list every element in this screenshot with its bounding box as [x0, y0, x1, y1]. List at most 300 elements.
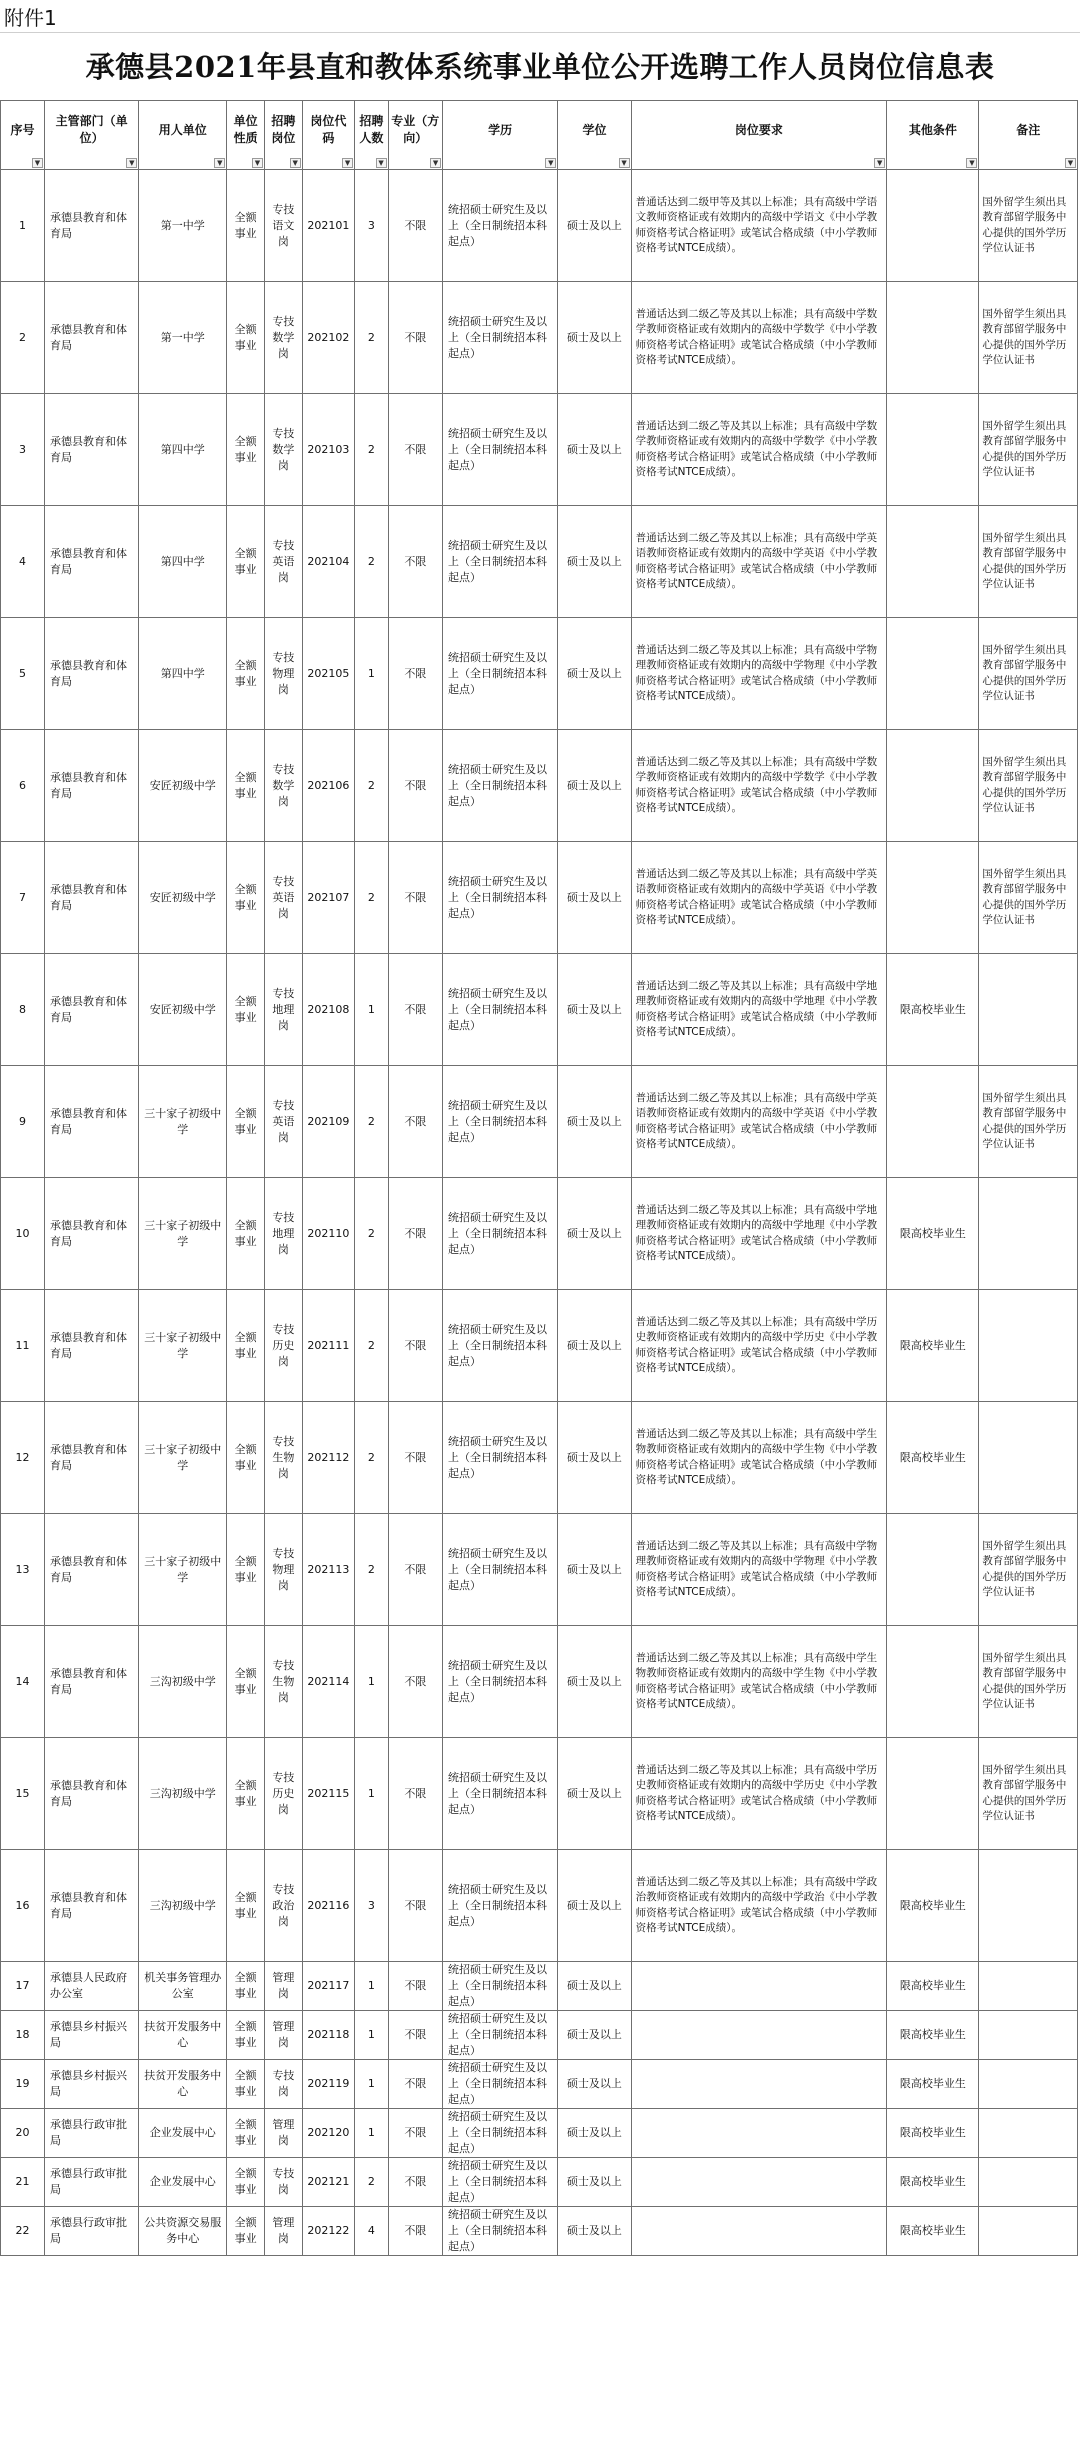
- cell-post[interactable]: 管理岗: [264, 2011, 302, 2060]
- cell-dept[interactable]: 承德县教育和体育局: [45, 1066, 139, 1178]
- cell-requirements[interactable]: 普通话达到二级乙等及其以上标准；具有高级中学历史教师资格证或有效期内的高级中学历史《中小学教师资格考试合格证明》或笔试合格成绩（中小学教师资格考试NTCE成绩）。: [631, 1738, 887, 1850]
- header-row: [1, 101, 1078, 170]
- cell-major[interactable]: 不限: [388, 1290, 442, 1402]
- cell-major[interactable]: 不限: [388, 506, 442, 618]
- cell-post[interactable]: 管理岗: [264, 1962, 302, 2011]
- cell-post[interactable]: 专技物理岗: [264, 1514, 302, 1626]
- cell-unit[interactable]: 企业发展中心: [139, 2158, 227, 2207]
- cell-requirements[interactable]: 普通话达到二级乙等及其以上标准；具有高级中学英语教师资格证或有效期内的高级中学英语《中小学教师资格考试合格证明》或笔试合格成绩（中小学教师资格考试NTCE成绩）。: [631, 1066, 887, 1178]
- cell-note[interactable]: 国外留学生须出具教育部留学服务中心提供的国外学历学位认证书: [979, 1514, 1078, 1626]
- cell-major[interactable]: 不限: [388, 1850, 442, 1962]
- cell-count[interactable]: 1: [355, 2011, 389, 2060]
- cell-nature[interactable]: 全额事业: [227, 170, 265, 282]
- cell-nature[interactable]: 全额事业: [227, 394, 265, 506]
- cell-major[interactable]: 不限: [388, 2011, 442, 2060]
- cell-nature[interactable]: 全额事业: [227, 1290, 265, 1402]
- cell-major[interactable]: 不限: [388, 1962, 442, 2011]
- cell-nature[interactable]: 全额事业: [227, 1850, 265, 1962]
- cell-other[interactable]: 限高校毕业生: [887, 1850, 979, 1962]
- cell-degree[interactable]: 硕士及以上: [558, 2158, 631, 2207]
- cell-requirements[interactable]: 普通话达到二级乙等及其以上标准；具有高级中学物理教师资格证或有效期内的高级中学物理《中小学教师资格考试合格证明》或笔试合格成绩（中小学教师资格考试NTCE成绩）。: [631, 1514, 887, 1626]
- filter-dropdown-icon[interactable]: ▼: [32, 158, 43, 168]
- cell-edu[interactable]: 统招硕士研究生及以上（全日制统招本科起点）: [443, 2109, 558, 2158]
- cell-requirements[interactable]: [631, 2060, 887, 2109]
- cell-note[interactable]: 国外留学生须出具教育部留学服务中心提供的国外学历学位认证书: [979, 618, 1078, 730]
- cell-requirements[interactable]: 普通话达到二级乙等及其以上标准；具有高级中学生物教师资格证或有效期内的高级中学生物《中小学教师资格考试合格证明》或笔试合格成绩（中小学教师资格考试NTCE成绩）。: [631, 1626, 887, 1738]
- cell-degree[interactable]: 硕士及以上: [558, 954, 631, 1066]
- cell-code[interactable]: 202118: [302, 2011, 354, 2060]
- filter-dropdown-icon[interactable]: ▼: [430, 158, 441, 168]
- cell-dept[interactable]: 承德县教育和体育局: [45, 730, 139, 842]
- cell-nature[interactable]: 全额事业: [227, 618, 265, 730]
- cell-no[interactable]: 9: [1, 1066, 45, 1178]
- cell-post[interactable]: 专技语文岗: [264, 170, 302, 282]
- cell-edu[interactable]: 统招硕士研究生及以上（全日制统招本科起点）: [443, 170, 558, 282]
- cell-nature[interactable]: 全额事业: [227, 2060, 265, 2109]
- cell-edu[interactable]: 统招硕士研究生及以上（全日制统招本科起点）: [443, 1626, 558, 1738]
- cell-no[interactable]: 8: [1, 954, 45, 1066]
- cell-unit[interactable]: 安匠初级中学: [139, 954, 227, 1066]
- cell-edu[interactable]: 统招硕士研究生及以上（全日制统招本科起点）: [443, 730, 558, 842]
- cell-edu[interactable]: 统招硕士研究生及以上（全日制统招本科起点）: [443, 1514, 558, 1626]
- cell-code[interactable]: 202111: [302, 1290, 354, 1402]
- cell-count[interactable]: 2: [355, 394, 389, 506]
- cell-note[interactable]: 国外留学生须出具教育部留学服务中心提供的国外学历学位认证书: [979, 1626, 1078, 1738]
- cell-count[interactable]: 2: [355, 506, 389, 618]
- cell-edu[interactable]: 统招硕士研究生及以上（全日制统招本科起点）: [443, 1178, 558, 1290]
- cell-unit[interactable]: 企业发展中心: [139, 2109, 227, 2158]
- cell-unit[interactable]: 三十家子初级中学: [139, 1178, 227, 1290]
- cell-edu[interactable]: 统招硕士研究生及以上（全日制统招本科起点）: [443, 506, 558, 618]
- cell-dept[interactable]: 承德县教育和体育局: [45, 1514, 139, 1626]
- cell-dept[interactable]: 承德县教育和体育局: [45, 506, 139, 618]
- cell-other[interactable]: [887, 170, 979, 282]
- cell-edu[interactable]: 统招硕士研究生及以上（全日制统招本科起点）: [443, 394, 558, 506]
- cell-post[interactable]: 专技岗: [264, 2158, 302, 2207]
- cell-note[interactable]: [979, 2011, 1078, 2060]
- cell-edu[interactable]: 统招硕士研究生及以上（全日制统招本科起点）: [443, 1290, 558, 1402]
- cell-count[interactable]: 2: [355, 1178, 389, 1290]
- cell-other[interactable]: 限高校毕业生: [887, 2011, 979, 2060]
- cell-degree[interactable]: 硕士及以上: [558, 2109, 631, 2158]
- cell-requirements[interactable]: [631, 2109, 887, 2158]
- cell-no[interactable]: 1: [1, 170, 45, 282]
- cell-unit[interactable]: 三十家子初级中学: [139, 1066, 227, 1178]
- cell-degree[interactable]: 硕士及以上: [558, 1738, 631, 1850]
- cell-post[interactable]: 专技数学岗: [264, 730, 302, 842]
- cell-dept[interactable]: 承德县行政审批局: [45, 2207, 139, 2256]
- cell-post[interactable]: 专技数学岗: [264, 282, 302, 394]
- cell-no[interactable]: 16: [1, 1850, 45, 1962]
- cell-code[interactable]: 202119: [302, 2060, 354, 2109]
- cell-code[interactable]: 202116: [302, 1850, 354, 1962]
- cell-major[interactable]: 不限: [388, 2207, 442, 2256]
- cell-note[interactable]: 国外留学生须出具教育部留学服务中心提供的国外学历学位认证书: [979, 1738, 1078, 1850]
- cell-degree[interactable]: 硕士及以上: [558, 170, 631, 282]
- cell-major[interactable]: 不限: [388, 170, 442, 282]
- cell-dept[interactable]: 承德县乡村振兴局: [45, 2060, 139, 2109]
- cell-post[interactable]: 专技政治岗: [264, 1850, 302, 1962]
- cell-no[interactable]: 17: [1, 1962, 45, 2011]
- cell-degree[interactable]: 硕士及以上: [558, 1514, 631, 1626]
- cell-post[interactable]: 专技地理岗: [264, 1178, 302, 1290]
- cell-unit[interactable]: 扶贫开发服务中心: [139, 2060, 227, 2109]
- cell-major[interactable]: 不限: [388, 2060, 442, 2109]
- cell-unit[interactable]: 扶贫开发服务中心: [139, 2011, 227, 2060]
- cell-major[interactable]: 不限: [388, 1178, 442, 1290]
- cell-other[interactable]: 限高校毕业生: [887, 1178, 979, 1290]
- cell-degree[interactable]: 硕士及以上: [558, 730, 631, 842]
- cell-nature[interactable]: 全额事业: [227, 1066, 265, 1178]
- cell-edu[interactable]: 统招硕士研究生及以上（全日制统招本科起点）: [443, 1738, 558, 1850]
- cell-degree[interactable]: 硕士及以上: [558, 1402, 631, 1514]
- cell-requirements[interactable]: 普通话达到二级乙等及其以上标准；具有高级中学地理教师资格证或有效期内的高级中学地理《中小学教师资格考试合格证明》或笔试合格成绩（中小学教师资格考试NTCE成绩）。: [631, 954, 887, 1066]
- cell-code[interactable]: 202117: [302, 1962, 354, 2011]
- cell-degree[interactable]: 硕士及以上: [558, 1962, 631, 2011]
- cell-nature[interactable]: 全额事业: [227, 730, 265, 842]
- cell-note[interactable]: 国外留学生须出具教育部留学服务中心提供的国外学历学位认证书: [979, 1066, 1078, 1178]
- cell-note[interactable]: 国外留学生须出具教育部留学服务中心提供的国外学历学位认证书: [979, 506, 1078, 618]
- cell-requirements[interactable]: [631, 2207, 887, 2256]
- cell-dept[interactable]: 承德县教育和体育局: [45, 954, 139, 1066]
- cell-unit[interactable]: 公共资源交易服务中心: [139, 2207, 227, 2256]
- cell-other[interactable]: [887, 842, 979, 954]
- cell-degree[interactable]: 硕士及以上: [558, 618, 631, 730]
- cell-post[interactable]: 专技物理岗: [264, 618, 302, 730]
- filter-dropdown-icon[interactable]: ▼: [545, 158, 556, 168]
- cell-post[interactable]: 管理岗: [264, 2207, 302, 2256]
- cell-requirements[interactable]: 普通话达到二级乙等及其以上标准；具有高级中学历史教师资格证或有效期内的高级中学历史《中小学教师资格考试合格证明》或笔试合格成绩（中小学教师资格考试NTCE成绩）。: [631, 1290, 887, 1402]
- cell-degree[interactable]: 硕士及以上: [558, 506, 631, 618]
- cell-major[interactable]: 不限: [388, 1402, 442, 1514]
- cell-code[interactable]: 202121: [302, 2158, 354, 2207]
- cell-note[interactable]: [979, 1962, 1078, 2011]
- cell-other[interactable]: [887, 506, 979, 618]
- cell-code[interactable]: 202120: [302, 2109, 354, 2158]
- cell-edu[interactable]: 统招硕士研究生及以上（全日制统招本科起点）: [443, 2158, 558, 2207]
- cell-requirements[interactable]: [631, 2011, 887, 2060]
- cell-unit[interactable]: 安匠初级中学: [139, 842, 227, 954]
- cell-note[interactable]: [979, 2207, 1078, 2256]
- cell-degree[interactable]: 硕士及以上: [558, 842, 631, 954]
- cell-no[interactable]: 2: [1, 282, 45, 394]
- cell-edu[interactable]: 统招硕士研究生及以上（全日制统招本科起点）: [443, 842, 558, 954]
- cell-code[interactable]: 202102: [302, 282, 354, 394]
- cell-post[interactable]: 专技英语岗: [264, 506, 302, 618]
- cell-other[interactable]: 限高校毕业生: [887, 954, 979, 1066]
- cell-nature[interactable]: 全额事业: [227, 506, 265, 618]
- cell-dept[interactable]: 承德县行政审批局: [45, 2109, 139, 2158]
- cell-note[interactable]: [979, 2060, 1078, 2109]
- cell-count[interactable]: 1: [355, 2109, 389, 2158]
- cell-note[interactable]: [979, 2158, 1078, 2207]
- cell-other[interactable]: 限高校毕业生: [887, 2060, 979, 2109]
- cell-count[interactable]: 2: [355, 1402, 389, 1514]
- cell-degree[interactable]: 硕士及以上: [558, 1066, 631, 1178]
- cell-edu[interactable]: 统招硕士研究生及以上（全日制统招本科起点）: [443, 1850, 558, 1962]
- cell-unit[interactable]: 三沟初级中学: [139, 1626, 227, 1738]
- cell-no[interactable]: 12: [1, 1402, 45, 1514]
- cell-degree[interactable]: 硕士及以上: [558, 2207, 631, 2256]
- cell-no[interactable]: 15: [1, 1738, 45, 1850]
- cell-unit[interactable]: 机关事务管理办公室: [139, 1962, 227, 2011]
- cell-other[interactable]: 限高校毕业生: [887, 2158, 979, 2207]
- cell-count[interactable]: 1: [355, 1738, 389, 1850]
- cell-count[interactable]: 2: [355, 730, 389, 842]
- cell-requirements[interactable]: 普通话达到二级乙等及其以上标准；具有高级中学英语教师资格证或有效期内的高级中学英语《中小学教师资格考试合格证明》或笔试合格成绩（中小学教师资格考试NTCE成绩）。: [631, 842, 887, 954]
- cell-code[interactable]: 202106: [302, 730, 354, 842]
- cell-degree[interactable]: 硕士及以上: [558, 282, 631, 394]
- cell-other[interactable]: [887, 394, 979, 506]
- cell-code[interactable]: 202108: [302, 954, 354, 1066]
- cell-post[interactable]: 专技生物岗: [264, 1626, 302, 1738]
- cell-nature[interactable]: 全额事业: [227, 2207, 265, 2256]
- filter-dropdown-icon[interactable]: ▼: [966, 158, 977, 168]
- cell-count[interactable]: 1: [355, 2060, 389, 2109]
- cell-no[interactable]: 11: [1, 1290, 45, 1402]
- cell-edu[interactable]: 统招硕士研究生及以上（全日制统招本科起点）: [443, 1066, 558, 1178]
- cell-major[interactable]: 不限: [388, 282, 442, 394]
- cell-unit[interactable]: 三沟初级中学: [139, 1850, 227, 1962]
- cell-dept[interactable]: 承德县教育和体育局: [45, 394, 139, 506]
- cell-post[interactable]: 专技岗: [264, 2060, 302, 2109]
- cell-major[interactable]: 不限: [388, 394, 442, 506]
- cell-major[interactable]: 不限: [388, 2109, 442, 2158]
- cell-count[interactable]: 2: [355, 2158, 389, 2207]
- cell-no[interactable]: 14: [1, 1626, 45, 1738]
- cell-nature[interactable]: 全额事业: [227, 282, 265, 394]
- cell-note[interactable]: 国外留学生须出具教育部留学服务中心提供的国外学历学位认证书: [979, 730, 1078, 842]
- cell-other[interactable]: [887, 1514, 979, 1626]
- cell-nature[interactable]: 全额事业: [227, 1738, 265, 1850]
- cell-code[interactable]: 202104: [302, 506, 354, 618]
- cell-nature[interactable]: 全额事业: [227, 954, 265, 1066]
- cell-count[interactable]: 2: [355, 842, 389, 954]
- cell-no[interactable]: 18: [1, 2011, 45, 2060]
- filter-dropdown-icon[interactable]: ▼: [290, 158, 301, 168]
- cell-no[interactable]: 10: [1, 1178, 45, 1290]
- cell-dept[interactable]: 承德县教育和体育局: [45, 618, 139, 730]
- cell-requirements[interactable]: 普通话达到二级乙等及其以上标准；具有高级中学数学教师资格证或有效期内的高级中学数学《中小学教师资格考试合格证明》或笔试合格成绩（中小学教师资格考试NTCE成绩）。: [631, 282, 887, 394]
- cell-requirements[interactable]: 普通话达到二级乙等及其以上标准；具有高级中学数学教师资格证或有效期内的高级中学数学《中小学教师资格考试合格证明》或笔试合格成绩（中小学教师资格考试NTCE成绩）。: [631, 730, 887, 842]
- cell-dept[interactable]: 承德县教育和体育局: [45, 170, 139, 282]
- cell-dept[interactable]: 承德县教育和体育局: [45, 1290, 139, 1402]
- cell-no[interactable]: 5: [1, 618, 45, 730]
- cell-requirements[interactable]: 普通话达到二级甲等及其以上标准；具有高级中学语文教师资格证或有效期内的高级中学语文《中小学教师资格考试合格证明》或笔试合格成绩（中小学教师资格考试NTCE成绩）。: [631, 170, 887, 282]
- cell-edu[interactable]: 统招硕士研究生及以上（全日制统招本科起点）: [443, 1402, 558, 1514]
- cell-major[interactable]: 不限: [388, 954, 442, 1066]
- cell-requirements[interactable]: 普通话达到二级乙等及其以上标准；具有高级中学生物教师资格证或有效期内的高级中学生物《中小学教师资格考试合格证明》或笔试合格成绩（中小学教师资格考试NTCE成绩）。: [631, 1402, 887, 1514]
- cell-major[interactable]: 不限: [388, 1066, 442, 1178]
- cell-edu[interactable]: 统招硕士研究生及以上（全日制统招本科起点）: [443, 618, 558, 730]
- cell-code[interactable]: 202105: [302, 618, 354, 730]
- cell-other[interactable]: 限高校毕业生: [887, 1402, 979, 1514]
- cell-no[interactable]: 4: [1, 506, 45, 618]
- cell-post[interactable]: 专技数学岗: [264, 394, 302, 506]
- cell-post[interactable]: 专技地理岗: [264, 954, 302, 1066]
- cell-note[interactable]: 国外留学生须出具教育部留学服务中心提供的国外学历学位认证书: [979, 842, 1078, 954]
- cell-other[interactable]: [887, 282, 979, 394]
- cell-requirements[interactable]: 普通话达到二级乙等及其以上标准；具有高级中学数学教师资格证或有效期内的高级中学数学《中小学教师资格考试合格证明》或笔试合格成绩（中小学教师资格考试NTCE成绩）。: [631, 394, 887, 506]
- cell-other[interactable]: 限高校毕业生: [887, 2109, 979, 2158]
- cell-requirements[interactable]: 普通话达到二级乙等及其以上标准；具有高级中学地理教师资格证或有效期内的高级中学地理《中小学教师资格考试合格证明》或笔试合格成绩（中小学教师资格考试NTCE成绩）。: [631, 1178, 887, 1290]
- cell-major[interactable]: 不限: [388, 1514, 442, 1626]
- filter-dropdown-icon[interactable]: ▼: [252, 158, 263, 168]
- cell-major[interactable]: 不限: [388, 1738, 442, 1850]
- cell-note[interactable]: 国外留学生须出具教育部留学服务中心提供的国外学历学位认证书: [979, 282, 1078, 394]
- cell-code[interactable]: 202103: [302, 394, 354, 506]
- cell-degree[interactable]: 硕士及以上: [558, 1626, 631, 1738]
- cell-dept[interactable]: 承德县人民政府办公室: [45, 1962, 139, 2011]
- cell-degree[interactable]: 硕士及以上: [558, 2060, 631, 2109]
- cell-degree[interactable]: 硕士及以上: [558, 2011, 631, 2060]
- cell-unit[interactable]: 安匠初级中学: [139, 730, 227, 842]
- cell-post[interactable]: 专技英语岗: [264, 842, 302, 954]
- cell-other[interactable]: [887, 1626, 979, 1738]
- cell-major[interactable]: 不限: [388, 618, 442, 730]
- cell-edu[interactable]: 统招硕士研究生及以上（全日制统招本科起点）: [443, 1962, 558, 2011]
- filter-dropdown-icon[interactable]: ▼: [376, 158, 387, 168]
- cell-dept[interactable]: 承德县教育和体育局: [45, 1850, 139, 1962]
- cell-nature[interactable]: 全额事业: [227, 842, 265, 954]
- cell-note[interactable]: [979, 954, 1078, 1066]
- cell-other[interactable]: 限高校毕业生: [887, 1962, 979, 2011]
- cell-dept[interactable]: 承德县教育和体育局: [45, 282, 139, 394]
- cell-post[interactable]: 专技历史岗: [264, 1290, 302, 1402]
- cell-other[interactable]: [887, 618, 979, 730]
- cell-other[interactable]: 限高校毕业生: [887, 2207, 979, 2256]
- cell-code[interactable]: 202115: [302, 1738, 354, 1850]
- cell-major[interactable]: 不限: [388, 842, 442, 954]
- cell-unit[interactable]: 第一中学: [139, 282, 227, 394]
- cell-nature[interactable]: 全额事业: [227, 2109, 265, 2158]
- cell-code[interactable]: 202122: [302, 2207, 354, 2256]
- cell-unit[interactable]: 第四中学: [139, 618, 227, 730]
- cell-count[interactable]: 1: [355, 618, 389, 730]
- cell-requirements[interactable]: [631, 2158, 887, 2207]
- cell-count[interactable]: 1: [355, 1626, 389, 1738]
- cell-degree[interactable]: 硕士及以上: [558, 394, 631, 506]
- cell-no[interactable]: 22: [1, 2207, 45, 2256]
- cell-post[interactable]: 专技历史岗: [264, 1738, 302, 1850]
- cell-nature[interactable]: 全额事业: [227, 1514, 265, 1626]
- cell-major[interactable]: 不限: [388, 1626, 442, 1738]
- cell-unit[interactable]: 三十家子初级中学: [139, 1514, 227, 1626]
- cell-nature[interactable]: 全额事业: [227, 1626, 265, 1738]
- cell-nature[interactable]: 全额事业: [227, 1178, 265, 1290]
- cell-no[interactable]: 3: [1, 394, 45, 506]
- cell-dept[interactable]: 承德县教育和体育局: [45, 1626, 139, 1738]
- cell-count[interactable]: 2: [355, 282, 389, 394]
- cell-dept[interactable]: 承德县乡村振兴局: [45, 2011, 139, 2060]
- cell-nature[interactable]: 全额事业: [227, 2011, 265, 2060]
- cell-no[interactable]: 20: [1, 2109, 45, 2158]
- cell-note[interactable]: [979, 1178, 1078, 1290]
- cell-code[interactable]: 202113: [302, 1514, 354, 1626]
- cell-note[interactable]: [979, 1850, 1078, 1962]
- cell-nature[interactable]: 全额事业: [227, 1402, 265, 1514]
- filter-dropdown-icon[interactable]: ▼: [126, 158, 137, 168]
- cell-post[interactable]: 管理岗: [264, 2109, 302, 2158]
- cell-unit[interactable]: 三沟初级中学: [139, 1738, 227, 1850]
- cell-count[interactable]: 3: [355, 170, 389, 282]
- cell-edu[interactable]: 统招硕士研究生及以上（全日制统招本科起点）: [443, 2011, 558, 2060]
- cell-code[interactable]: 202114: [302, 1626, 354, 1738]
- cell-unit[interactable]: 第一中学: [139, 170, 227, 282]
- cell-other[interactable]: [887, 1066, 979, 1178]
- cell-code[interactable]: 202109: [302, 1066, 354, 1178]
- cell-code[interactable]: 202101: [302, 170, 354, 282]
- cell-nature[interactable]: 全额事业: [227, 1962, 265, 2011]
- cell-dept[interactable]: 承德县教育和体育局: [45, 842, 139, 954]
- cell-note[interactable]: [979, 2109, 1078, 2158]
- cell-note[interactable]: 国外留学生须出具教育部留学服务中心提供的国外学历学位认证书: [979, 170, 1078, 282]
- cell-dept[interactable]: 承德县教育和体育局: [45, 1738, 139, 1850]
- cell-dept[interactable]: 承德县教育和体育局: [45, 1402, 139, 1514]
- cell-edu[interactable]: 统招硕士研究生及以上（全日制统招本科起点）: [443, 954, 558, 1066]
- cell-dept[interactable]: 承德县教育和体育局: [45, 1178, 139, 1290]
- cell-count[interactable]: 2: [355, 1066, 389, 1178]
- cell-count[interactable]: 1: [355, 1962, 389, 2011]
- cell-note[interactable]: [979, 1290, 1078, 1402]
- cell-count[interactable]: 4: [355, 2207, 389, 2256]
- cell-no[interactable]: 6: [1, 730, 45, 842]
- cell-note[interactable]: 国外留学生须出具教育部留学服务中心提供的国外学历学位认证书: [979, 394, 1078, 506]
- cell-requirements[interactable]: [631, 1962, 887, 2011]
- cell-edu[interactable]: 统招硕士研究生及以上（全日制统招本科起点）: [443, 282, 558, 394]
- cell-post[interactable]: 专技英语岗: [264, 1066, 302, 1178]
- cell-no[interactable]: 13: [1, 1514, 45, 1626]
- cell-unit[interactable]: 三十家子初级中学: [139, 1402, 227, 1514]
- cell-edu[interactable]: 统招硕士研究生及以上（全日制统招本科起点）: [443, 2207, 558, 2256]
- cell-unit[interactable]: 第四中学: [139, 394, 227, 506]
- filter-dropdown-icon[interactable]: ▼: [619, 158, 630, 168]
- cell-no[interactable]: 7: [1, 842, 45, 954]
- cell-degree[interactable]: 硕士及以上: [558, 1850, 631, 1962]
- filter-dropdown-icon[interactable]: ▼: [874, 158, 885, 168]
- cell-other[interactable]: 限高校毕业生: [887, 1290, 979, 1402]
- cell-major[interactable]: 不限: [388, 730, 442, 842]
- cell-nature[interactable]: 全额事业: [227, 2158, 265, 2207]
- cell-degree[interactable]: 硕士及以上: [558, 1178, 631, 1290]
- cell-count[interactable]: 3: [355, 1850, 389, 1962]
- cell-unit[interactable]: 第四中学: [139, 506, 227, 618]
- cell-count[interactable]: 2: [355, 1290, 389, 1402]
- cell-edu[interactable]: 统招硕士研究生及以上（全日制统招本科起点）: [443, 2060, 558, 2109]
- filter-dropdown-icon[interactable]: ▼: [342, 158, 353, 168]
- cell-degree[interactable]: 硕士及以上: [558, 1290, 631, 1402]
- cell-requirements[interactable]: 普通话达到二级乙等及其以上标准；具有高级中学英语教师资格证或有效期内的高级中学英语《中小学教师资格考试合格证明》或笔试合格成绩（中小学教师资格考试NTCE成绩）。: [631, 506, 887, 618]
- cell-code[interactable]: 202112: [302, 1402, 354, 1514]
- cell-no[interactable]: 19: [1, 2060, 45, 2109]
- filter-dropdown-icon[interactable]: ▼: [214, 158, 225, 168]
- filter-dropdown-icon[interactable]: ▼: [1065, 158, 1076, 168]
- cell-requirements[interactable]: 普通话达到二级乙等及其以上标准；具有高级中学物理教师资格证或有效期内的高级中学物理《中小学教师资格考试合格证明》或笔试合格成绩（中小学教师资格考试NTCE成绩）。: [631, 618, 887, 730]
- cell-code[interactable]: 202110: [302, 1178, 354, 1290]
- cell-code[interactable]: 202107: [302, 842, 354, 954]
- cell-count[interactable]: 1: [355, 954, 389, 1066]
- cell-note[interactable]: [979, 1402, 1078, 1514]
- cell-major[interactable]: 不限: [388, 2158, 442, 2207]
- cell-requirements[interactable]: 普通话达到二级乙等及其以上标准；具有高级中学政治教师资格证或有效期内的高级中学政治《中小学教师资格考试合格证明》或笔试合格成绩（中小学教师资格考试NTCE成绩）。: [631, 1850, 887, 1962]
- cell-other[interactable]: [887, 730, 979, 842]
- cell-other[interactable]: [887, 1738, 979, 1850]
- cell-count[interactable]: 2: [355, 1514, 389, 1626]
- cell-no[interactable]: 21: [1, 2158, 45, 2207]
- cell-post[interactable]: 专技生物岗: [264, 1402, 302, 1514]
- cell-unit[interactable]: 三十家子初级中学: [139, 1290, 227, 1402]
- cell-dept[interactable]: 承德县行政审批局: [45, 2158, 139, 2207]
